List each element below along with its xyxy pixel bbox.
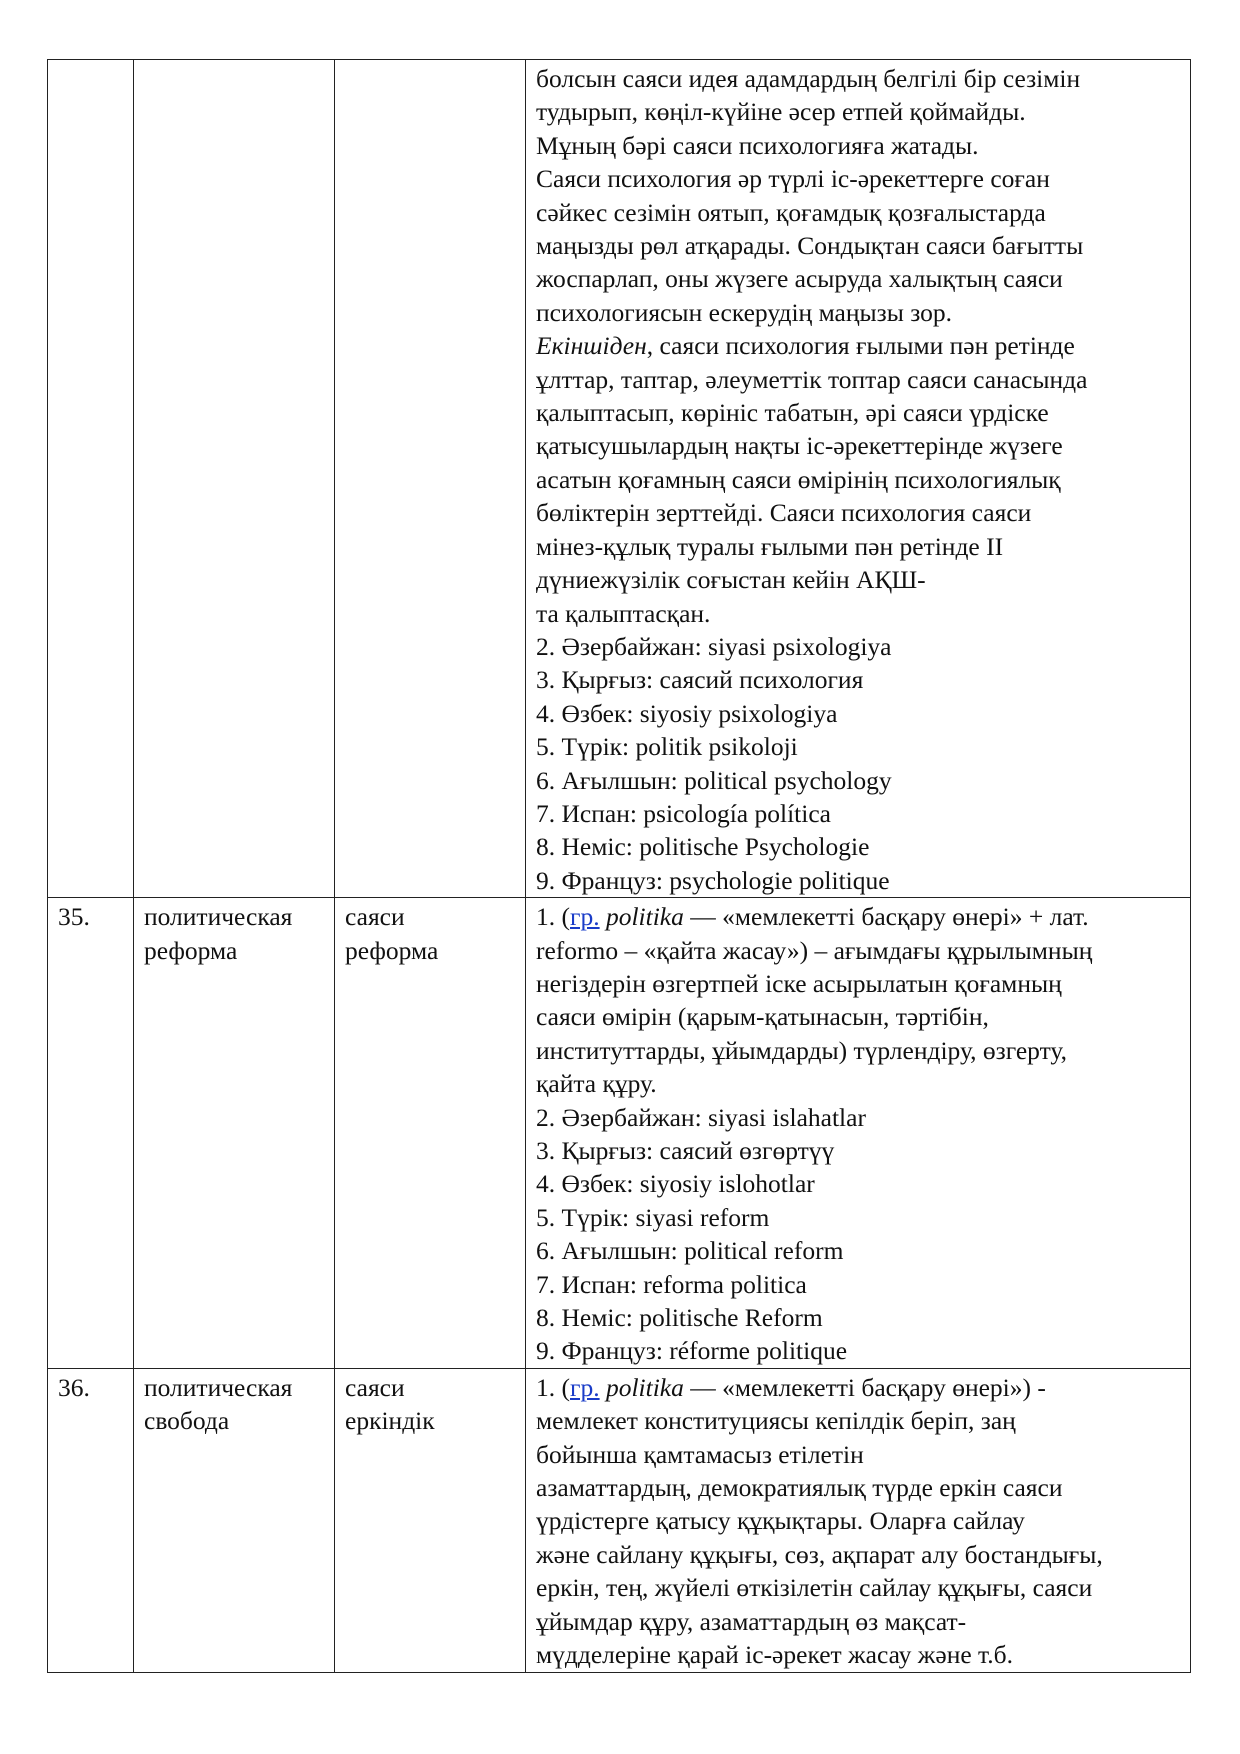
definition-line: маңызды рөл атқарады. Сондықтан саяси бағытты <box>536 231 1084 261</box>
definition-line: мемлекет конституциясы кепілдік беріп, заң <box>536 1406 1016 1436</box>
definition-line: ұлттар, таптар, әлеуметтік топтар саяси санасында <box>536 364 1088 394</box>
definition-line: жоспарлап, оны жүзеге асыруда халықтың саяси <box>536 264 1063 294</box>
translation-line: 6. Ағылшын: political psychology <box>536 765 892 795</box>
translation-line: 5. Түрік: siyasi reform <box>536 1202 770 1232</box>
definition-line: Саяси психология әр түрлі іс-әрекеттерге соған <box>536 164 1050 194</box>
definition-line: болсын саяси идея адамдардың белгілі бір сезімін <box>536 64 1081 93</box>
glossary-table <box>47 59 1191 1673</box>
number-cell <box>48 60 134 898</box>
definition-line: сәйкес сезімін оятып, қоғамдық қозғалыстарда <box>536 197 1046 227</box>
table-row <box>48 60 1191 898</box>
definition-line: reformo – «қайта жасау») – ағымдағы құрылымның <box>536 935 1093 965</box>
translation-line: 7. Испан: reforma politica <box>536 1269 807 1299</box>
kazakh-term-cell <box>335 60 526 898</box>
definition-line: ұйымдар құру, азаматтардың өз мақсат- <box>536 1606 967 1636</box>
definition-prefix: 1. ( <box>536 1372 570 1402</box>
definition-line: та қалыптасқан. <box>536 598 711 628</box>
definition-line <box>536 900 1180 933</box>
definition-line: бойынша қамтамасыз етілетін <box>536 1439 864 1469</box>
translation-line: 9. Француз: réforme politique <box>536 1336 848 1366</box>
kazakh-term-cell <box>335 898 526 1369</box>
translation-line: 8. Неміс: politische Reform <box>536 1303 823 1333</box>
definition-line <box>536 329 1180 362</box>
definition-line: негіздерін өзгертпей іске асырылатын қоғамның <box>536 968 1062 998</box>
greek-word: politika <box>599 1372 684 1402</box>
definition-line: қатысушылардың нақты іс-әрекеттерінде жүзеге <box>536 431 1063 461</box>
definition-line: азаматтардың, демократиялық түрде еркін саяси <box>536 1473 1063 1503</box>
translation-line: 4. Өзбек: siyosiy psixologiya <box>536 698 838 728</box>
row-number: 36. <box>58 1372 90 1402</box>
definition-line: тудырып, көңіл-күйіне әсер етпей қоймайды. <box>536 97 1026 127</box>
translation-line: 3. Қырғыз: саясий психология <box>536 665 864 695</box>
translation-line: 2. Әзербайжан: siyasi psixologiya <box>536 631 892 661</box>
definition-prefix: 1. ( <box>536 902 570 932</box>
definition-line: бөліктерін зерттейді. Саяси психология саяси <box>536 498 1032 528</box>
kazakh-term-cell <box>335 1368 526 1672</box>
definition-line: қайта құру. <box>536 1069 657 1099</box>
definition-line: дүниежүзілік соғыстан кейін АҚШ- <box>536 565 926 595</box>
definition-line: Мұның бәрі саяси психологияға жатады. <box>536 130 979 160</box>
definition-line: және сайлану құқығы, сөз, ақпарат алу бостандығы, <box>536 1539 1103 1569</box>
definition-cell <box>526 898 1191 1369</box>
definition-cell <box>526 1368 1191 1672</box>
russian-term-cell <box>134 898 335 1369</box>
russian-term: политическая <box>144 1372 293 1402</box>
russian-term: реформа <box>144 935 238 965</box>
kazakh-term: еркіндік <box>345 1406 435 1436</box>
definition-line: саяси өмірін (қарым-қатынасын, тәртібін, <box>536 1002 989 1032</box>
definition-cell <box>526 60 1191 898</box>
translation-line: 2. Әзербайжан: siyasi islahatlar <box>536 1102 866 1132</box>
russian-term-cell <box>134 60 335 898</box>
number-cell <box>48 1368 134 1672</box>
kazakh-term: саяси <box>345 1372 405 1402</box>
definition-line: үрдістерге қатысу құқықтары. Оларға сайлау <box>536 1506 1025 1536</box>
kazakh-term: саяси <box>345 902 405 932</box>
definition-line: институттарды, ұйымдарды) түрлендіру, өзгерту, <box>536 1035 1067 1065</box>
definition-line: асатын қоғамның саяси өмірінің психологиялық <box>536 464 1061 494</box>
definition-line: психологиясын ескерудің маңызы зор. <box>536 297 953 327</box>
row-number: 35. <box>58 902 90 932</box>
translation-line: 3. Қырғыз: саясий өзгөртүү <box>536 1136 835 1165</box>
table-row <box>48 898 1191 1369</box>
translation-line: 8. Неміс: politische Psychologie <box>536 832 870 862</box>
greek-word: politika <box>599 902 684 932</box>
greek-link[interactable]: гр. <box>570 1372 600 1402</box>
definition-line <box>536 1371 1180 1404</box>
definition-line: мінез-құлық туралы ғылыми пән ретінде II <box>536 531 1004 561</box>
second-rest: , саяси психология ғылыми пән ретінде <box>646 331 1075 361</box>
number-cell <box>48 898 134 1369</box>
russian-term-cell <box>134 1368 335 1672</box>
second-lead: Екіншіден <box>536 331 647 361</box>
kazakh-term: реформа <box>345 935 439 965</box>
definition-line: мүдделеріне қарай іс-әрекет жасау және т.б. <box>536 1640 1013 1670</box>
translation-line: 6. Ағылшын: political reform <box>536 1236 844 1266</box>
russian-term: свобода <box>144 1406 230 1436</box>
definition-first-rest: — «мемлекетті басқару өнері» + лат. <box>683 902 1089 932</box>
definition-first-rest: — «мемлекетті басқару өнері») - <box>683 1372 1046 1402</box>
definition-line: қалыптасып, көрініс табатын, әрі саяси үрдіске <box>536 398 1049 428</box>
translation-line: 7. Испан: psicología política <box>536 798 831 828</box>
translation-line: 5. Түрік: politik psikoloji <box>536 732 798 762</box>
definition-line: еркін, тең, жүйелі өткізілетін сайлау құқығы, саяси <box>536 1573 1093 1603</box>
russian-term: политическая <box>144 902 293 932</box>
translation-line: 9. Француз: psychologie politique <box>536 865 890 895</box>
translation-line: 4. Өзбек: siyosiy islohotlar <box>536 1169 815 1199</box>
table-row <box>48 1368 1191 1672</box>
greek-link[interactable]: гр. <box>570 902 600 932</box>
